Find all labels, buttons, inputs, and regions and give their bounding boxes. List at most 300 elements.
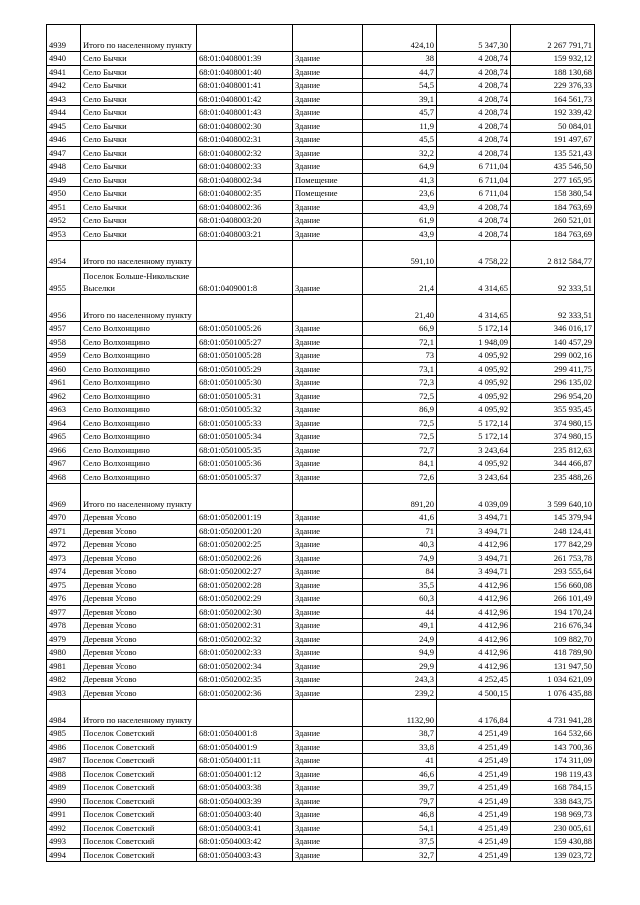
- cadastral-value-cell: 296 954,20: [511, 389, 595, 403]
- cadastral-number-cell: 68:01:0408002:34: [197, 173, 293, 187]
- locality-cell: Итого по населенному пункту: [81, 484, 197, 511]
- cadastral-number-cell: 68:01:0501005:27: [197, 335, 293, 349]
- cadastral-number-cell: 68:01:0408002:33: [197, 160, 293, 174]
- locality-cell: Село Волхонщино: [81, 335, 197, 349]
- table-row: [47, 79, 595, 93]
- row-number-cell: 4952: [47, 214, 81, 228]
- object-type-cell: Здание: [293, 767, 363, 781]
- cadastral-value-cell: 248 124,41: [511, 524, 595, 538]
- cadastral-number-cell: 68:01:0502002:30: [197, 605, 293, 619]
- cadastral-value-cell: 131 947,50: [511, 659, 595, 673]
- object-type-cell: Здание: [293, 403, 363, 417]
- object-type-cell: Помещение: [293, 187, 363, 201]
- cadastral-number-cell: 68:01:0408001:40: [197, 65, 293, 79]
- unit-value-cell: 4 208,74: [437, 146, 511, 160]
- cadastral-number-cell: 68:01:0502001:19: [197, 511, 293, 525]
- object-type-cell: Здание: [293, 376, 363, 390]
- object-type-cell: Здание: [293, 200, 363, 214]
- unit-value-cell: 4 208,74: [437, 106, 511, 120]
- unit-value-cell: 6 711,04: [437, 173, 511, 187]
- area-cell: 45,7: [363, 106, 437, 120]
- row-number-cell: 4971: [47, 524, 81, 538]
- table-row: [47, 403, 595, 417]
- object-type-cell: [293, 295, 363, 322]
- cadastral-number-cell: 68:01:0501005:36: [197, 457, 293, 471]
- table-row: [47, 349, 595, 363]
- row-number-cell: 4976: [47, 592, 81, 606]
- cadastral-value-cell: 198 119,43: [511, 767, 595, 781]
- cadastral-number-cell: 68:01:0501005:34: [197, 430, 293, 444]
- cadastral-number-cell: 68:01:0502002:36: [197, 686, 293, 700]
- object-type-cell: Здание: [293, 821, 363, 835]
- cadastral-value-cell: 418 789,90: [511, 646, 595, 660]
- unit-value-cell: 4 251,49: [437, 740, 511, 754]
- cadastral-value-cell: 299 002,16: [511, 349, 595, 363]
- area-cell: 41: [363, 754, 437, 768]
- row-number-cell: 4963: [47, 403, 81, 417]
- locality-cell: Деревня Усово: [81, 551, 197, 565]
- area-cell: 32,7: [363, 848, 437, 862]
- row-number-cell: 4949: [47, 173, 81, 187]
- row-number-cell: 4961: [47, 376, 81, 390]
- cadastral-value-cell: 374 980,15: [511, 416, 595, 430]
- area-cell: 46,8: [363, 808, 437, 822]
- unit-value-cell: 4 252,45: [437, 673, 511, 687]
- unit-value-cell: 4 208,74: [437, 119, 511, 133]
- area-cell: 39,1: [363, 92, 437, 106]
- cadastral-number-cell: 68:01:0501005:33: [197, 416, 293, 430]
- object-type-cell: Здание: [293, 65, 363, 79]
- cadastral-value-cell: 266 101,49: [511, 592, 595, 606]
- table-row: [47, 835, 595, 849]
- row-number-cell: 4958: [47, 335, 81, 349]
- cadastral-value-cell: 260 521,01: [511, 214, 595, 228]
- subtotal-row: [47, 295, 595, 322]
- row-number-cell: 4942: [47, 79, 81, 93]
- row-number-cell: 4987: [47, 754, 81, 768]
- area-cell: 66,9: [363, 322, 437, 336]
- locality-cell: Село Бычки: [81, 173, 197, 187]
- cadastral-number-cell: 68:01:0504003:43: [197, 848, 293, 862]
- area-cell: 72,5: [363, 416, 437, 430]
- area-cell: 72,7: [363, 443, 437, 457]
- cadastral-number-cell: [197, 241, 293, 268]
- row-number-cell: 4956: [47, 295, 81, 322]
- area-cell: 11,9: [363, 119, 437, 133]
- cadastral-value-cell: 188 130,68: [511, 65, 595, 79]
- object-type-cell: Здание: [293, 146, 363, 160]
- subtotal-row: [47, 25, 595, 52]
- object-type-cell: [293, 25, 363, 52]
- cadastral-number-cell: 68:01:0408002:31: [197, 133, 293, 147]
- area-cell: 1132,90: [363, 700, 437, 727]
- area-cell: 61,9: [363, 214, 437, 228]
- area-cell: 38: [363, 52, 437, 66]
- unit-value-cell: 4 412,96: [437, 632, 511, 646]
- object-type-cell: Здание: [293, 511, 363, 525]
- table-row: [47, 754, 595, 768]
- locality-cell: Село Волхонщино: [81, 376, 197, 390]
- object-type-cell: Здание: [293, 659, 363, 673]
- unit-value-cell: 4 208,74: [437, 200, 511, 214]
- cadastral-value-cell: 2 267 791,71: [511, 25, 595, 52]
- cadastral-number-cell: 68:01:0502002:28: [197, 578, 293, 592]
- table-row: [47, 65, 595, 79]
- table-row: [47, 511, 595, 525]
- cadastral-number-cell: 68:01:0504003:40: [197, 808, 293, 822]
- cadastral-number-cell: 68:01:0504001:12: [197, 767, 293, 781]
- row-number-cell: 4991: [47, 808, 81, 822]
- area-cell: 40,3: [363, 538, 437, 552]
- unit-value-cell: 4 412,96: [437, 605, 511, 619]
- locality-cell: Деревня Усово: [81, 578, 197, 592]
- object-type-cell: Здание: [293, 605, 363, 619]
- locality-cell: Деревня Усово: [81, 538, 197, 552]
- object-type-cell: Здание: [293, 52, 363, 66]
- locality-cell: Село Бычки: [81, 187, 197, 201]
- unit-value-cell: 3 494,71: [437, 565, 511, 579]
- locality-cell: Итого по населенному пункту: [81, 25, 197, 52]
- locality-cell: Деревня Усово: [81, 632, 197, 646]
- table-row: [47, 632, 595, 646]
- row-number-cell: 4982: [47, 673, 81, 687]
- locality-cell: Поселок Советский: [81, 821, 197, 835]
- unit-value-cell: 3 243,64: [437, 443, 511, 457]
- row-number-cell: 4951: [47, 200, 81, 214]
- unit-value-cell: 4 412,96: [437, 538, 511, 552]
- table-row: [47, 416, 595, 430]
- table-row: [47, 430, 595, 444]
- cadastral-number-cell: 68:01:0502002:29: [197, 592, 293, 606]
- cadastral-number-cell: 68:01:0408002:30: [197, 119, 293, 133]
- object-type-cell: Здание: [293, 565, 363, 579]
- area-cell: 73: [363, 349, 437, 363]
- table-row: [47, 578, 595, 592]
- cadastral-value-cell: 109 882,70: [511, 632, 595, 646]
- locality-cell: Село Бычки: [81, 214, 197, 228]
- unit-value-cell: 4 251,49: [437, 781, 511, 795]
- cadastral-number-cell: 68:01:0408001:42: [197, 92, 293, 106]
- row-number-cell: 4939: [47, 25, 81, 52]
- object-type-cell: Здание: [293, 646, 363, 660]
- table-row: [47, 470, 595, 484]
- cadastral-value-cell: 159 932,12: [511, 52, 595, 66]
- table-row: [47, 767, 595, 781]
- object-type-cell: Здание: [293, 362, 363, 376]
- unit-value-cell: 4 500,15: [437, 686, 511, 700]
- table-row: [47, 92, 595, 106]
- cadastral-value-cell: 143 700,36: [511, 740, 595, 754]
- object-type-cell: Здание: [293, 268, 363, 295]
- object-type-cell: Здание: [293, 389, 363, 403]
- area-cell: 84: [363, 565, 437, 579]
- unit-value-cell: 4 251,49: [437, 848, 511, 862]
- subtotal-row: [47, 484, 595, 511]
- row-number-cell: 4993: [47, 835, 81, 849]
- row-number-cell: 4957: [47, 322, 81, 336]
- locality-cell: Село Бычки: [81, 92, 197, 106]
- area-cell: 243,3: [363, 673, 437, 687]
- unit-value-cell: 4 251,49: [437, 727, 511, 741]
- unit-value-cell: 4 095,92: [437, 389, 511, 403]
- object-type-cell: Помещение: [293, 173, 363, 187]
- locality-cell: Село Волхонщино: [81, 457, 197, 471]
- unit-value-cell: 4 251,49: [437, 767, 511, 781]
- table-row: [47, 106, 595, 120]
- object-type-cell: Здание: [293, 578, 363, 592]
- cadastral-value-cell: 299 411,75: [511, 362, 595, 376]
- cadastral-number-cell: 68:01:0408003:20: [197, 214, 293, 228]
- area-cell: 38,7: [363, 727, 437, 741]
- table-row: [47, 268, 595, 295]
- table-row: [47, 133, 595, 147]
- unit-value-cell: 4 208,74: [437, 227, 511, 241]
- cadastral-number-cell: [197, 295, 293, 322]
- cadastral-value-cell: 174 311,09: [511, 754, 595, 768]
- cadastral-value-cell: 158 380,54: [511, 187, 595, 201]
- locality-cell: Село Бычки: [81, 106, 197, 120]
- table-row: [47, 119, 595, 133]
- area-cell: 44,7: [363, 65, 437, 79]
- cadastral-number-cell: 68:01:0408002:35: [197, 187, 293, 201]
- unit-value-cell: 4 095,92: [437, 403, 511, 417]
- area-cell: 21,4: [363, 268, 437, 295]
- object-type-cell: Здание: [293, 619, 363, 633]
- table-row: [47, 200, 595, 214]
- unit-value-cell: 4 251,49: [437, 754, 511, 768]
- unit-value-cell: 5 172,14: [437, 430, 511, 444]
- locality-cell: Итого по населенному пункту: [81, 241, 197, 268]
- row-number-cell: 4947: [47, 146, 81, 160]
- object-type-cell: Здание: [293, 430, 363, 444]
- unit-value-cell: 4 039,09: [437, 484, 511, 511]
- row-number-cell: 4994: [47, 848, 81, 862]
- object-type-cell: Здание: [293, 835, 363, 849]
- row-number-cell: 4953: [47, 227, 81, 241]
- object-type-cell: Здание: [293, 119, 363, 133]
- object-type-cell: Здание: [293, 133, 363, 147]
- table-row: [47, 821, 595, 835]
- table-row: [47, 848, 595, 862]
- locality-cell: Деревня Усово: [81, 619, 197, 633]
- unit-value-cell: 4 251,49: [437, 821, 511, 835]
- object-type-cell: Здание: [293, 673, 363, 687]
- cadastral-number-cell: 68:01:0502002:32: [197, 632, 293, 646]
- area-cell: 43,9: [363, 227, 437, 241]
- unit-value-cell: 4 208,74: [437, 65, 511, 79]
- cadastral-value-cell: 4 731 941,28: [511, 700, 595, 727]
- locality-cell: Село Бычки: [81, 160, 197, 174]
- cadastral-number-cell: 68:01:0502002:33: [197, 646, 293, 660]
- cadastral-value-table: [46, 24, 595, 862]
- locality-cell: Поселок Советский: [81, 835, 197, 849]
- row-number-cell: 4944: [47, 106, 81, 120]
- area-cell: 891,20: [363, 484, 437, 511]
- locality-cell: Село Бычки: [81, 200, 197, 214]
- cadastral-value-cell: 277 165,95: [511, 173, 595, 187]
- cadastral-value-cell: 92 333,51: [511, 268, 595, 295]
- table-row: [47, 794, 595, 808]
- cadastral-number-cell: 68:01:0504003:38: [197, 781, 293, 795]
- row-number-cell: 4978: [47, 619, 81, 633]
- row-number-cell: 4968: [47, 470, 81, 484]
- unit-value-cell: 3 494,71: [437, 524, 511, 538]
- unit-value-cell: 4 251,49: [437, 835, 511, 849]
- cadastral-value-cell: 235 812,63: [511, 443, 595, 457]
- area-cell: 41,6: [363, 511, 437, 525]
- table-row: [47, 781, 595, 795]
- locality-cell: Село Бычки: [81, 65, 197, 79]
- cadastral-value-cell: 235 488,26: [511, 470, 595, 484]
- row-number-cell: 4940: [47, 52, 81, 66]
- locality-cell: Деревня Усово: [81, 565, 197, 579]
- locality-cell: Село Бычки: [81, 52, 197, 66]
- unit-value-cell: 4 251,49: [437, 794, 511, 808]
- area-cell: 73,1: [363, 362, 437, 376]
- cadastral-value-cell: 293 555,64: [511, 565, 595, 579]
- row-number-cell: 4946: [47, 133, 81, 147]
- object-type-cell: [293, 700, 363, 727]
- cadastral-value-cell: 346 016,17: [511, 322, 595, 336]
- area-cell: 37,5: [363, 835, 437, 849]
- cadastral-value-cell: 50 084,01: [511, 119, 595, 133]
- area-cell: 41,3: [363, 173, 437, 187]
- unit-value-cell: 4 208,74: [437, 79, 511, 93]
- locality-cell: Поселок Советский: [81, 740, 197, 754]
- cadastral-value-cell: 261 753,78: [511, 551, 595, 565]
- area-cell: 43,9: [363, 200, 437, 214]
- row-number-cell: 4985: [47, 727, 81, 741]
- cadastral-number-cell: 68:01:0408001:43: [197, 106, 293, 120]
- object-type-cell: Здание: [293, 214, 363, 228]
- table-row: [47, 335, 595, 349]
- area-cell: 45,5: [363, 133, 437, 147]
- cadastral-number-cell: 68:01:0501005:32: [197, 403, 293, 417]
- cadastral-value-cell: 3 599 640,10: [511, 484, 595, 511]
- locality-cell: Деревня Усово: [81, 511, 197, 525]
- table-row: [47, 646, 595, 660]
- locality-cell: Деревня Усово: [81, 686, 197, 700]
- table-row: [47, 52, 595, 66]
- locality-cell: Село Волхонщино: [81, 403, 197, 417]
- unit-value-cell: 4 095,92: [437, 362, 511, 376]
- unit-value-cell: 5 347,30: [437, 25, 511, 52]
- unit-value-cell: 4 095,92: [437, 457, 511, 471]
- area-cell: 35,5: [363, 578, 437, 592]
- cadastral-value-cell: 344 466,87: [511, 457, 595, 471]
- row-number-cell: 4967: [47, 457, 81, 471]
- table-row: [47, 619, 595, 633]
- area-cell: 29,9: [363, 659, 437, 673]
- object-type-cell: Здание: [293, 106, 363, 120]
- cadastral-value-cell: 156 660,08: [511, 578, 595, 592]
- locality-cell: Деревня Усово: [81, 659, 197, 673]
- locality-cell: Село Волхонщино: [81, 362, 197, 376]
- cadastral-value-cell: 338 843,75: [511, 794, 595, 808]
- cadastral-number-cell: 68:01:0501005:29: [197, 362, 293, 376]
- object-type-cell: Здание: [293, 632, 363, 646]
- object-type-cell: Здание: [293, 457, 363, 471]
- area-cell: 39,7: [363, 781, 437, 795]
- cadastral-number-cell: 68:01:0504003:39: [197, 794, 293, 808]
- locality-cell: Итого по населенному пункту: [81, 700, 197, 727]
- object-type-cell: Здание: [293, 551, 363, 565]
- table-row: [47, 160, 595, 174]
- cadastral-number-cell: 68:01:0502002:26: [197, 551, 293, 565]
- table-row: [47, 322, 595, 336]
- table-row: [47, 592, 595, 606]
- row-number-cell: 4972: [47, 538, 81, 552]
- locality-cell: Село Волхонщино: [81, 389, 197, 403]
- area-cell: 79,7: [363, 794, 437, 808]
- area-cell: 72,5: [363, 389, 437, 403]
- object-type-cell: Здание: [293, 416, 363, 430]
- cadastral-number-cell: 68:01:0501005:30: [197, 376, 293, 390]
- cadastral-value-cell: 229 376,33: [511, 79, 595, 93]
- row-number-cell: 4975: [47, 578, 81, 592]
- table-row: [47, 740, 595, 754]
- unit-value-cell: 4 176,84: [437, 700, 511, 727]
- unit-value-cell: 5 172,14: [437, 416, 511, 430]
- row-number-cell: 4969: [47, 484, 81, 511]
- locality-cell: Поселок Больше-Никольские Выселки: [81, 268, 197, 295]
- locality-cell: Поселок Советский: [81, 794, 197, 808]
- area-cell: 54,5: [363, 79, 437, 93]
- table-row: [47, 389, 595, 403]
- locality-cell: Поселок Советский: [81, 808, 197, 822]
- locality-cell: Село Волхонщино: [81, 349, 197, 363]
- area-cell: 24,9: [363, 632, 437, 646]
- table-row: [47, 227, 595, 241]
- table-row: [47, 686, 595, 700]
- area-cell: 33,8: [363, 740, 437, 754]
- area-cell: 94,9: [363, 646, 437, 660]
- table-row: [47, 187, 595, 201]
- cadastral-value-cell: 135 521,43: [511, 146, 595, 160]
- row-number-cell: 4979: [47, 632, 81, 646]
- row-number-cell: 4964: [47, 416, 81, 430]
- table-row: [47, 457, 595, 471]
- table-row: [47, 146, 595, 160]
- object-type-cell: Здание: [293, 79, 363, 93]
- object-type-cell: Здание: [293, 538, 363, 552]
- locality-cell: Деревня Усово: [81, 592, 197, 606]
- row-number-cell: 4954: [47, 241, 81, 268]
- cadastral-number-cell: 68:01:0408001:39: [197, 52, 293, 66]
- area-cell: 84,1: [363, 457, 437, 471]
- unit-value-cell: 6 711,04: [437, 187, 511, 201]
- locality-cell: Село Бычки: [81, 79, 197, 93]
- cadastral-number-cell: [197, 700, 293, 727]
- row-number-cell: 4955: [47, 268, 81, 295]
- row-number-cell: 4990: [47, 794, 81, 808]
- unit-value-cell: 4 251,49: [437, 808, 511, 822]
- locality-cell: Село Волхонщино: [81, 322, 197, 336]
- table-row: [47, 443, 595, 457]
- locality-cell: Село Бычки: [81, 146, 197, 160]
- object-type-cell: Здание: [293, 848, 363, 862]
- cadastral-value-cell: 164 532,66: [511, 727, 595, 741]
- area-cell: 86,9: [363, 403, 437, 417]
- cadastral-value-cell: 198 969,73: [511, 808, 595, 822]
- unit-value-cell: 4 095,92: [437, 376, 511, 390]
- object-type-cell: Здание: [293, 781, 363, 795]
- locality-cell: Итого по населенному пункту: [81, 295, 197, 322]
- cadastral-number-cell: 68:01:0408001:41: [197, 79, 293, 93]
- cadastral-number-cell: [197, 484, 293, 511]
- unit-value-cell: 3 243,64: [437, 470, 511, 484]
- area-cell: 72,6: [363, 470, 437, 484]
